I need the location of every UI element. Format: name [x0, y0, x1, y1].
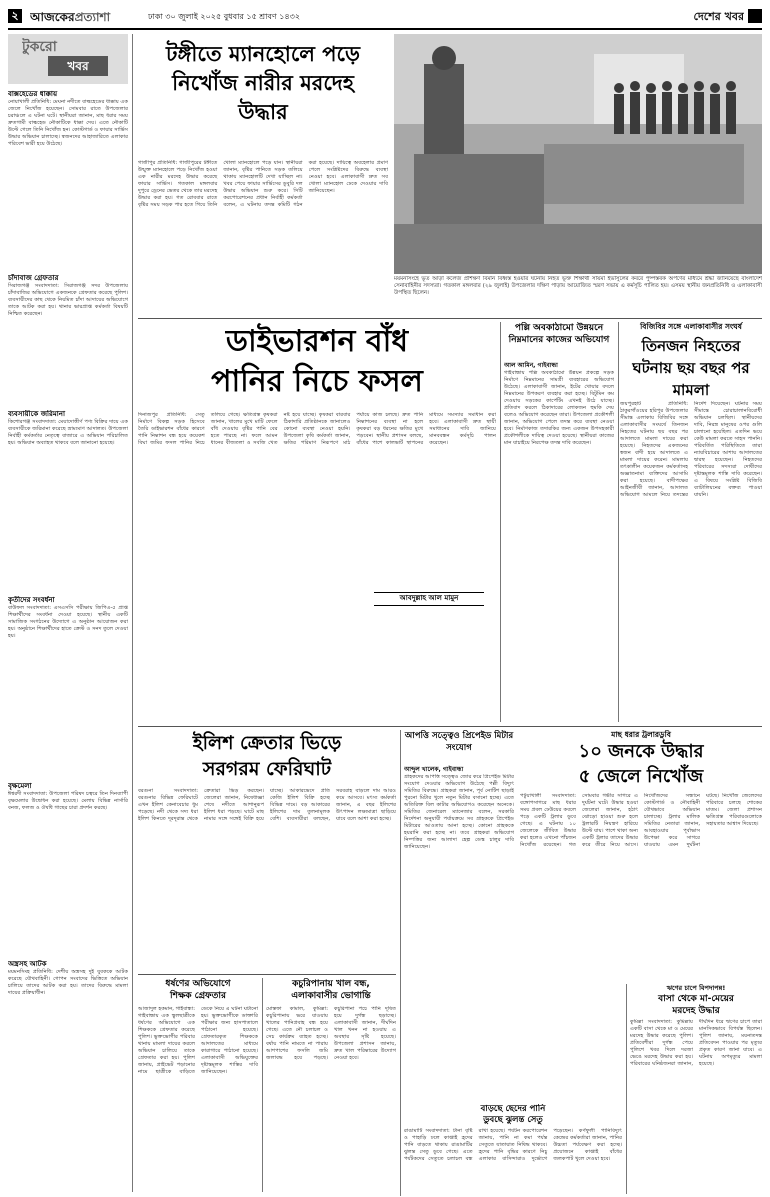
- trawler-headline-line2: ৫ জেলে নিখোঁজ: [578, 766, 704, 787]
- sidebar-item-body: সিরাজগঞ্জ সংবাদদাতা: সিরাজগঞ্জ সদর উপজেলায় চাঁদাবাজির অভিযোগে একজনকে গ্রেফতার করেছে পুলিশ। ব্যবসায়ীদের কাছ থেকে নিয়মিত চাঁদা আদায়ের অভিযোগে তাকে আটক করা হয়। থানার ভারপ্রাপ্ত কর্মকর্তা বিষয়টি নিশ্চিত করেছেন।: [8, 283, 128, 317]
- sidebar-tukro-khobor: [8, 34, 128, 1192]
- sidebar-item-title: ব্যবসায়ীকে জরিমানা: [8, 410, 65, 418]
- sidebar-item-body: বাউফল সংবাদদাতা: এসএসসি পরীক্ষায় জিপিএ-৫ প্রাপ্ত শিক্ষার্থীদের সংবর্ধনা দেওয়া হয়েছে। স্থানীয় একটি সামাজিক সংগঠনের উদ্যোগে এ অনুষ্ঠান আয়োজন করা হয়। অনুষ্ঠানে শিক্ষার্থীদের হাতে ক্রেস্ট ও সনদ তুলে দেওয়া হয়।: [8, 605, 128, 639]
- trawler-headline-line1: ১০ জনকে উদ্ধার: [578, 741, 704, 762]
- dateline: ঢাকা ৩০ জুলাই ২০২৫ বুধবার ১৫ শ্রাবণ ১৪৩২: [148, 12, 301, 21]
- section-rule: [138, 318, 762, 319]
- trawler-story: [520, 730, 762, 980]
- ilish-story: [138, 730, 396, 970]
- river-headline-line2: ডুবছে ঝুলন্ত সেতু: [483, 1115, 543, 1125]
- palli-body: গাইবান্ধায় পল্লি অবকাঠামো উন্নয়ন প্রকল্পে সড়ক নির্মাণে নিম্নমানের সামগ্রী ব্যবহারের অভিযোগ উঠেছে। এলাকাবাসী জানান, ইটের খোয়ার বদলে নিম্নমানের উপকরণ ব্যবহার করা হচ্ছে। বিটুমিন কম দেওয়ায় সড়কের কার্পেটিং এখনই উঠে যাচ্ছে। প্রতিবাদ করলে ঠিকাদারের লোকজন হুমকি দেয় বলেও অভিযোগ করেছেন তারা। উপজেলা প্রকৌশলী জানান, অভিযোগ পেলে তদন্ত করে ব্যবস্থা নেওয়া হবে। নির্মাণকাজ তদারকির জন্য একজন উপসহকারী প্রকৌশলীকে দায়িত্ব দেওয়া হয়েছে। স্থানীয়রা কাজের মান যাচাইয়ে নিরপেক্ষ তদন্ত দাবি করেছেন।: [504, 370, 614, 446]
- bgb-body: জয়পুরহাট প্রতিনিধি: ঠাকুরগাঁওয়ের হরিপুর উপজেলার সীমান্ত এলাকায় বিজিবির সঙ্গে এলাকাবাসীর সংঘর্ষে তিনজন নিহতের ঘটনায় ছয় বছর পর আদালতে মামলা দায়ের করা হয়েছে। নিহতদের একজনের স্বজন বাদী হয়ে আদালতে এ মামলা দায়ের করেন। মামলায় তৎকালীন কয়েকজন কর্মকর্তাসহ অজ্ঞাতনামা ব্যক্তিদের আসামি করা হয়েছে। বাদীপক্ষের আইনজীবী জানান, আদালত অভিযোগ আমলে নিয়ে তদন্তের নির্দেশ দিয়েছেন। ঘটনার সময় সীমান্তে চোরাচালানবিরোধী অভিযান চলছিল। স্থানীয়দের দাবি, নিরস্ত্র মানুষের ওপর গুলি চালানো হয়েছিল। এতদিন ভয়ে কেউ মামলা করতে সাহস পাননি। পরিবর্তিত পরিস্থিতিতে তারা ন্যায়বিচারের আশায় আদালতের দ্বারস্থ হয়েছেন। নিহতদের পরিবারের সদস্যরা দোষীদের দৃষ্টান্তমূলক শাস্তি দাবি করেছেন। এ বিষয়ে সংশ্লিষ্ট বিজিবি ব্যাটালিয়নের বক্তব্য পাওয়া যায়নি।: [620, 401, 762, 498]
- teacher-story: [138, 978, 258, 1192]
- sidebar-item-title: অস্ত্রসহ আটক: [8, 960, 47, 968]
- dam-headline-line1: ডাইভারশন বাঁধ: [225, 324, 409, 359]
- brand-logo: [30, 9, 140, 25]
- memorial-photo-illustration: [394, 34, 762, 274]
- lead-headline: টঙ্গীতে ম্যানহোলে পড়ে নিখোঁজ নারীর মরদেহ উদ্ধার: [166, 42, 360, 124]
- prepaid-story: [404, 730, 514, 1100]
- section-rule: [138, 726, 762, 727]
- sidebar-logo-top: টুকরো: [22, 39, 57, 55]
- column-rule: [618, 322, 619, 722]
- column-rule: [626, 984, 627, 1194]
- brand-part-a: আজকের: [30, 10, 75, 24]
- column-rule: [500, 322, 501, 722]
- section-title: দেশের খবর: [693, 10, 744, 23]
- lead-story: [138, 34, 388, 317]
- debt-headline-line1: বাসা থেকে মা-মেয়ের: [658, 994, 734, 1004]
- sidebar-item-body: ঈশ্বরদী সংবাদদাতা: উপজেলা পরিষদ চত্বরে তিন দিনব্যাপী বৃক্ষমেলার উদ্বোধন করা হয়েছে। মেলায় বিভিন্ন নার্সারি বনজ, ফলজ ও ঔষধি গাছের চারা প্রদর্শন করছে।: [8, 791, 128, 811]
- river-headline-line1: বাড়ছে ছেদের পানি: [480, 1104, 546, 1114]
- teacher-headline-line1: ধর্ষণের অভিযোগে: [165, 979, 231, 989]
- prepaid-byline: আব্দুল খালেক, গাইবান্ধা: [404, 766, 464, 773]
- dam-subhead: আবদুল্লাহ আল মামুন: [374, 592, 484, 606]
- river-story: [404, 1104, 622, 1194]
- palli-headline: পল্লি অবকাঠামো উন্নয়নে নিম্নমানের কাজের অভিযোগ: [508, 323, 610, 345]
- sidebar-item: [8, 596, 128, 774]
- canal-headline-line1: কচুরিপানায় খাল বন্ধ,: [292, 979, 370, 989]
- ilish-headline-line1: ইলিশ ক্রেতার ভিড়ে: [192, 732, 342, 754]
- prepaid-body: গ্রাহকদের আপত্তি সত্ত্বেও জোর করে প্রিপেইড মিটার সংযোগ দেওয়ার অভিযোগ উঠেছে পল্লী বিদ্যুৎ সমিতির বিরুদ্ধে। গ্রাহকরা জানান, পূর্ব নোটিশ ছাড়াই পুরনো মিটার খুলে নতুন মিটার বসানো হচ্ছে। এতে অতিরিক্ত বিল কাটার অভিযোগও করেছেন অনেকে। সমিতির জেনারেল ম্যানেজার বলেন, সরকারি নির্দেশনা অনুযায়ী পর্যায়ক্রমে সব গ্রাহককে প্রিপেইড মিটারের আওতায় আনা হচ্ছে। কোনো গ্রাহককে হয়রানি করা হচ্ছে না। তবে গ্রাহকরা অভিযোগ নিষ্পত্তির জন্য আলাদা হেল্প ডেস্ক চালুর দাবি জানিয়েছেন।: [404, 774, 514, 850]
- teacher-body: আজাদুল হকমান, গাইবান্ধা: গাইবান্ধায় এক স্কুলছাত্রীকে ধর্ষণের অভিযোগে এক শিক্ষককে গ্রেফতার করেছে পুলিশ। ভুক্তভোগীর পরিবার থানায় মামলা দায়ের করলে অভিযান চালিয়ে তাকে গ্রেফতার করা হয়। পুলিশ জানায়, প্রাইভেট পড়ানোর নামে ছাত্রীকে বাড়িতে ডেকে নিয়ে এ ঘটনা ঘটানো হয়। ভুক্তভোগীকে ডাক্তারি পরীক্ষার জন্য হাসপাতালে পাঠানো হয়েছে। গ্রেফতারকৃত শিক্ষককে আদালতের মাধ্যমে কারাগারে পাঠানো হয়েছে। এলাকাবাসী অভিযুক্তের দৃষ্টান্তমূলক শাস্তির দাবি জানিয়েছেন।: [138, 1006, 258, 1075]
- section-marker: [748, 9, 762, 23]
- palli-story: [504, 322, 614, 722]
- dam-story: [138, 322, 496, 722]
- ilish-headline-line2: সরগরম ফেরিঘাট: [202, 758, 332, 780]
- trawler-kicker: মাছ ধরার ট্রলারডুবি: [611, 730, 671, 739]
- prepaid-headline: আপত্তি সত্ত্বেও প্রিপেইড মিটার সংযোগ: [404, 731, 514, 753]
- sidebar-item-body: ময়মনসিংহ প্রতিনিধি: দেশীয় অস্ত্রসহ দুই যুবককে আটক করেছে যৌথবাহিনী। গোপন সংবাদের ভিত্তিতে অভিযান চালিয়ে তাদের আটক করা হয়। তাদের বিরুদ্ধে মামলা দায়ের প্রক্রিয়াধীন।: [8, 969, 128, 996]
- column-rule: [132, 34, 133, 1192]
- bgb-headline: তিনজন নিহতের ঘটনায় ছয় বছর পর মামলা: [632, 337, 750, 399]
- river-body: রাঙামাটি সংবাদদাতা: টানা বৃষ্টি ও পাহাড়ি ঢলে কাপ্তাই হ্রদের পানি বাড়তে থাকায় রাঙামাটির ঝুলন্ত সেতু ডুবে গেছে। এতে পর্যটকদের সেতুতে চলাচল বন্ধ রাখা হয়েছে। পর্যটন করপোরেশন জানায়, পানি না কমা পর্যন্ত সেতুতে যাতায়াত নিষিদ্ধ থাকবে। হ্রদের পানি বৃদ্ধির কারণে নিচু এলাকার বাসিন্দারাও দুর্ভোগে পড়েছেন। কর্ণফুলী পানিবিদ্যুৎ কেন্দ্রের কর্মকর্তারা জানান, পানির উচ্চতা পর্যবেক্ষণ করা হচ্ছে। প্রয়োজনে কাপ্তাই বাঁধের জলকপাট খুলে দেওয়া হবে।: [404, 1128, 622, 1162]
- canal-headline-line2: এলাকাবাসীর ভোগান্তি: [291, 991, 371, 1001]
- sidebar-item-title: বাক্সহেডের ধাক্কায়: [8, 90, 58, 98]
- sidebar-item-body: কিশোরগঞ্জ সংবাদদাতা: মেয়াদোত্তীর্ণ পণ্য বিক্রির দায়ে এক ব্যবসায়ীকে জরিমানা করেছে ভ্রাম্যমাণ আদালত। উপজেলা নির্বাহী কর্মকর্তার নেতৃত্বে বাজারে এ অভিযান পরিচালিত হয়। অভিযান অব্যাহত থাকবে বলে জানানো হয়েছে।: [8, 419, 128, 446]
- bgb-story: [620, 322, 762, 722]
- sidebar-item-body: নোয়াখালী প্রতিনিধি: মেঘনা নদীতে বাল্কহেডের ধাক্কায় এক জেলে নিখোঁজ হয়েছেন। সোমবার রাতে উপজেলার চরাঞ্চলে এ ঘটনা ঘটে। স্থানীয়রা জানান, মাছ ধরার সময় দ্রুতগামী বাল্কহেড নৌকাটিকে ধাক্কা দেয়। এতে নৌকাটি উল্টে গেলে তিনি নিখোঁজ হন। কোস্টগার্ড ও ফায়ার সার্ভিস উদ্ধার অভিযান চালাচ্ছে। স্বজনদের আহাজারিতে এলাকার পরিবেশ ভারী হয়ে উঠেছে।: [8, 99, 128, 147]
- sidebar-item-title: বৃক্ষমেলা: [8, 782, 32, 790]
- sidebar-item: [8, 960, 128, 1190]
- dam-headline-line2: পানির নিচে ফসল: [211, 364, 423, 399]
- lead-body: গাজীপুর প্রতিনিধি: গাজীপুরের টঙ্গীতে উন্মুক্ত ম্যানহোলে পড়ে নিখোঁজ হওয়া এক নারীর মরদেহ উদ্ধার করেছে ফায়ার সার্ভিস। গতকাল মঙ্গলবার দুপুরে ড্রেনের ভেতর থেকে তার মরদেহ উদ্ধার করা হয়। গত রোববার রাতে বৃষ্টির সময় সড়ক পার হতে গিয়ে তিনি খোলা ম্যানহোলে পড়ে যান। স্থানীয়রা জানান, বৃষ্টির পানিতে সড়ক তলিয়ে থাকায় ম্যানহোলটি দেখা যাচ্ছিল না। খবর পেয়ে ফায়ার সার্ভিসের ডুবুরি দল উদ্ধার অভিযান শুরু করে। সিটি করপোরেশনের প্রধান নির্বাহী কর্মকর্তা বলেন, এ ঘটনায় তদন্ত কমিটি গঠন করা হয়েছে। দায়িত্বে অবহেলার প্রমাণ পেলে সংশ্লিষ্টদের বিরুদ্ধে ব্যবস্থা নেওয়া হবে। এলাকাবাসী দ্রুত সব খোলা ম্যানহোল ঢেকে দেওয়ার দাবি জানিয়েছেন।: [138, 160, 388, 208]
- sidebar-item: [8, 90, 128, 268]
- page-number: ২: [8, 9, 22, 23]
- canal-story: [266, 978, 396, 1192]
- palli-byline: আল আমিন, গাইবান্ধা: [504, 362, 558, 369]
- lead-photo: [394, 34, 762, 274]
- ilish-body: বরগুনা সংবাদদাতা: বরগুনার বিভিন্ন ফেরিঘাটে এখন ইলিশ কেনাবেচার ধুম পড়েছে। নদী থেকে সদ্য ধরা ইলিশ কিনতে দূরদূরান্ত থেকে ক্রেতারা ভিড় করছেন। জেলেরা জানান, নিষেধাজ্ঞা শেষে নদীতে আশানুরূপ ইলিশ ধরা পড়ছে। ঘাটে মাছ নামার সঙ্গে সঙ্গেই বিক্রি হয়ে যাচ্ছে। আকারভেদে প্রতি কেজি ইলিশ বিক্রি হচ্ছে বিভিন্ন দামে। বড় আকারের ইলিশের দাম তুলনামূলক বেশি। ব্যবসায়ীরা বলছেন, সরবরাহ বাড়লে দাম আরও কমে আসবে। মৎস্য কর্মকর্তা জানান, এ বছর ইলিশের উৎপাদন লক্ষ্যমাত্রা ছাড়িয়ে যাবে বলে আশা করা হচ্ছে।: [138, 788, 396, 822]
- sidebar-item-title: কৃতীদের সংবর্ধনা: [8, 596, 55, 604]
- sidebar-logo-bottom: খবর: [48, 56, 108, 76]
- debt-story: [630, 984, 762, 1194]
- dam-body: দিনাজপুর প্রতিনিধি: সেতু নির্মাণে বিকল্প সড়ক হিসেবে তৈরি ডাইভারশন বাঁধের কারণে পানি নিষ্কাশন বন্ধ হয়ে কয়েকশ বিঘা জমির ফসল পানির নিচে তলিয়ে গেছে। ক্ষতিগ্রস্ত কৃষকরা জানান, খালের মুখে মাটি ফেলে বাঁধ দেওয়ায় বৃষ্টির পানি বের হতে পারছে না। ফলে আমন ধানের বীজতলা ও সবজি খেত নষ্ট হয়ে যাচ্ছে। কৃষকরা বারবার ঠিকাদারি প্রতিষ্ঠানকে জানালেও কোনো ব্যবস্থা নেওয়া হয়নি। উপজেলা কৃষি কর্মকর্তা জানান, ক্ষতির পরিমাণ নিরূপণে মাঠ পর্যায়ে কাজ চলছে। দ্রুত পানি নিষ্কাশনের ব্যবস্থা না হলে কৃষকরা বড় ধরনের ক্ষতির মুখে পড়বেন। স্থানীয় প্রশাসন বলছে, বাঁধের পাশে কালভার্ট স্থাপনের মাধ্যমে সমস্যার সমাধান করা হবে। এলাকাবাসী দ্রুত স্থায়ী সমাধানের দাবি জানিয়ে মানববন্ধন কর্মসূচি পালন করেছেন।: [138, 412, 496, 446]
- bgb-kicker: বিজিবির সঙ্গে এলাকাবাসীর সংঘর্ষ: [640, 322, 742, 331]
- section-rule: [138, 974, 396, 975]
- sidebar-logo: [8, 34, 128, 84]
- sidebar-item-title: চাঁদাবাজ গ্রেফতার: [8, 274, 59, 282]
- canal-body: মোস্তফা কামাল, কুমিল্লা: কচুরিপানায় ভরে যাওয়ায় খালের পানিপ্রবাহ বন্ধ হয়ে গেছে। এতে নৌ চলাচল ও সেচ কার্যক্রম ব্যাহত হচ্ছে। বর্ষায় পানি নামতে না পারায় আশপাশের ফসলি জমি জলাবদ্ধ হয়ে পড়ছে। কচুরিপানা পচে পানি দূষিত হয়ে দুর্গন্ধ ছড়াচ্ছে। এলাকাবাসী জানান, দীর্ঘদিন খাল খনন না হওয়ায় এ অবস্থার সৃষ্টি হয়েছে। উপজেলা প্রশাসন জানায়, দ্রুত খাল পরিষ্কারের উদ্যোগ নেওয়া হবে।: [266, 1006, 396, 1061]
- sidebar-item: [8, 274, 128, 404]
- brand-part-b: প্রত্যাশা: [74, 10, 111, 24]
- debt-body: কুমিল্লা সংবাদদাতা: কুমিল্লায় একটি বাসা থেকে মা ও মেয়ের মরদেহ উদ্ধার করেছে পুলিশ। প্রতিবেশীরা দুর্গন্ধ পেয়ে পুলিশে খবর দিলে দরজা ভেঙে মরদেহ উদ্ধার করা হয়। পরিবারের ঘনিষ্ঠজনরা জানান, দীর্ঘদিন ধরে ঋণের চাপে তারা মানসিকভাবে বিপর্যস্ত ছিলেন। পুলিশ জানায়, ময়নাতদন্ত প্রতিবেদন পাওয়ার পর মৃত্যুর প্রকৃত কারণ জানা যাবে। এ ঘটনায় অপমৃত্যুর মামলা হয়েছে।: [630, 1019, 762, 1067]
- sidebar-item: [8, 782, 128, 952]
- photo-caption: ময়মনসিংহে ভূত আড়া কলেজ প্রশিক্ষণ বিমান বিধ্বস্ত হওয়ার ঘটনায় নিহত ভূক্ত শিক্ষার্থী সায়মা ইভাসুলের কবরে পুষ্পস্তবক অর্পণের মাধ্যমে শ্রদ্ধা জানিয়েছে বাংলাদেশ সেনাবাহিনীর সদস্যরা। গতকাল মঙ্গলবার (২৯ জুলাই) উপজেলার দক্ষিণ পাড়ায় আয়োজিত স্মরণ সভায় এ কর্মসূচি পালিত হয়। এসময় স্থানীয় জনপ্রতিনিধি ও এলাকাবাসী উপস্থিত ছিলেন।: [394, 276, 762, 296]
- debt-headline-line2: মরদেহ উদ্ধার: [672, 1006, 720, 1016]
- sidebar-item: [8, 410, 128, 588]
- column-rule: [262, 978, 263, 1192]
- teacher-headline-line2: শিক্ষক গ্রেফতার: [170, 991, 226, 1001]
- debt-kicker: ঋণের চাপে বিপদাপন্ন!: [666, 984, 726, 992]
- column-rule: [400, 730, 401, 1196]
- trawler-body: পটুয়াখালী সংবাদদাতা: বঙ্গোপসাগরে মাছ ধরার সময় প্রবল ঢেউয়ের কবলে পড়ে একটি ট্রলার ডুবে গেছে। এ ঘটনায় ১০ জেলেকে জীবিত উদ্ধার করা হলেও এখনো পাঁচজন নিখোঁজ রয়েছেন। গত সোমবার গভীর সাগরে এ দুর্ঘটনা ঘটে। উদ্ধার হওয়া জেলেরা জানান, হঠাৎ ঝোড়ো হাওয়া শুরু হলে ট্রলারটি নিয়ন্ত্রণ হারিয়ে উল্টে যায়। পাশে থাকা অন্য একটি ট্রলার তাদের উদ্ধার করে তীরে নিয়ে আসে। নিখোঁজদের সন্ধানে কোস্টগার্ড ও নৌবাহিনী যৌথভাবে অভিযান চালাচ্ছে। ট্রলার মালিক সমিতির নেতারা জানান, আবহাওয়ার পূর্বাভাস উপেক্ষা করে সাগরে যাওয়ায় এমন দুর্ঘটনা ঘটছে। নিখোঁজ জেলেদের পরিবারে চলছে শোকের মাতম। জেলা প্রশাসন ক্ষতিগ্রস্ত পরিবারগুলোকে সহায়তার আশ্বাস দিয়েছে।: [520, 793, 762, 848]
- masthead-bar: [8, 6, 762, 30]
